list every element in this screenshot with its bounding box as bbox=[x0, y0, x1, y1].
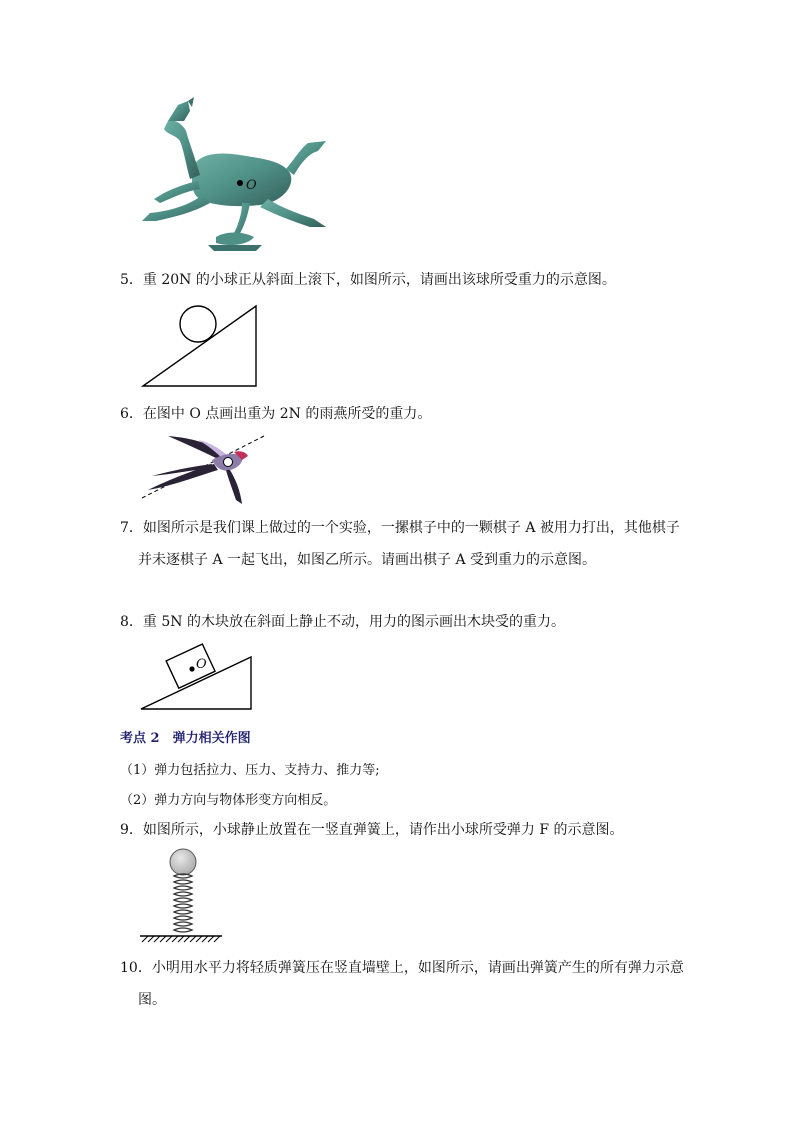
point-o-circle bbox=[224, 458, 233, 467]
question-6-number: 6． bbox=[120, 406, 143, 422]
center-of-gravity-dot bbox=[237, 180, 243, 186]
question-9-number: 9． bbox=[120, 822, 143, 838]
section-point-2: （2）弹力方向与物体形变方向相反。 bbox=[120, 793, 337, 808]
center-of-gravity-label: O bbox=[246, 178, 257, 193]
section-title: 考点 2 弹力相关作图 bbox=[120, 731, 251, 746]
question-5 bbox=[120, 270, 616, 290]
question-7-number: 7． bbox=[120, 520, 143, 536]
question-7-continued: 并未逐棋子 A 一起飞出，如图乙所示。请画出棋子 A 受到重力的示意图。 bbox=[138, 552, 597, 568]
question-8 bbox=[120, 612, 565, 632]
horse-statue-figure bbox=[130, 95, 330, 255]
question-10-text: 小明用水平力将轻质弹簧压在竖直墙壁上，如图所示，请画出弹簧产生的所有弹力示意 bbox=[151, 960, 684, 976]
ball-on-spring bbox=[170, 849, 196, 875]
incline-ball-figure bbox=[140, 300, 260, 390]
question-7 bbox=[120, 518, 680, 538]
ground-hatching bbox=[142, 936, 220, 942]
block-center-dot bbox=[189, 666, 194, 671]
incline-block-figure bbox=[138, 645, 254, 713]
question-8-text: 重 5N 的木块放在斜面上静止不动，用力的图示画出木块受的重力。 bbox=[142, 614, 565, 630]
swallow-figure bbox=[138, 430, 268, 508]
question-9 bbox=[120, 820, 624, 840]
question-10-number: 10． bbox=[120, 960, 152, 976]
swallow-upper-wing bbox=[168, 436, 228, 460]
horse-body bbox=[192, 153, 291, 206]
question-6-text: 在图中 O 点画出重为 2N 的雨燕所受的重力。 bbox=[142, 406, 432, 422]
spring-ball-figure bbox=[138, 846, 228, 946]
question-8-number: 8． bbox=[120, 614, 143, 630]
horse-head bbox=[164, 120, 200, 179]
rolling-ball bbox=[180, 306, 216, 342]
question-10-continued: 图。 bbox=[138, 992, 166, 1008]
question-9-text: 如图所示，小球静止放置在一竖直弹簧上，请作出小球所受弹力 F 的示意图。 bbox=[142, 822, 624, 838]
vertical-spring bbox=[174, 874, 192, 932]
block-center-label: O bbox=[196, 657, 207, 672]
question-5-number: 5． bbox=[120, 272, 143, 288]
question-7-text: 如图所示是我们课上做过的一个实验，一摞棋子中的一颗棋子 A 被用力打出，其他棋子 bbox=[142, 520, 680, 536]
horse-tail bbox=[286, 141, 326, 175]
question-6 bbox=[120, 404, 431, 424]
wooden-block bbox=[166, 644, 215, 688]
question-5-text: 重 20N 的小球正从斜面上滚下，如图所示，请画出该球所受重力的示意图。 bbox=[142, 272, 616, 288]
swallow-base bbox=[216, 233, 254, 246]
section-point-1: （1）弹力包括拉力、压力、支持力、推力等; bbox=[120, 763, 380, 778]
question-10 bbox=[120, 958, 684, 978]
